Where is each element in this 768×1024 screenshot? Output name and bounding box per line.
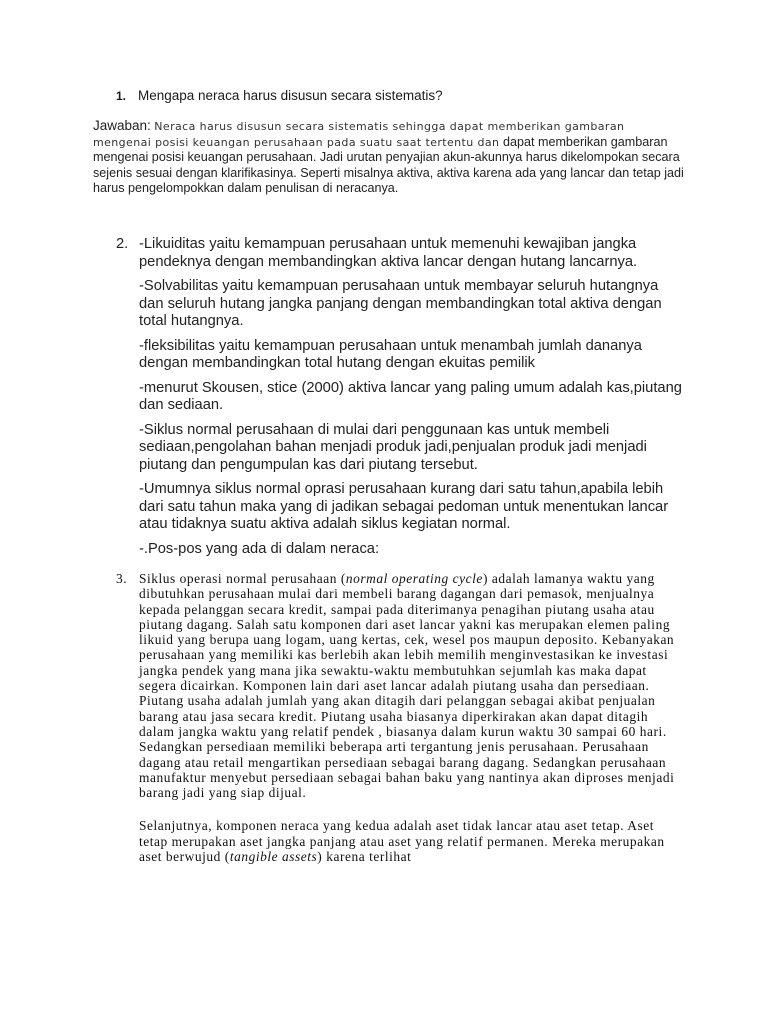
question-1 bbox=[116, 88, 443, 103]
question-3 bbox=[116, 571, 682, 864]
q3-p2-text-a: Selanjutnya, komponen neraca yang kedua adalah aset tidak lancar atau aset tetap. Aset tetap merupakan aset jangka panjang atau aset yang relatif permanen. Mereka merupakan aset berwujud ( bbox=[139, 818, 665, 865]
q3-p2-text-b: ) karena terlihat bbox=[317, 849, 412, 865]
q2-paragraph: -Siklus normal perusahaan di mulai dari penggunaan kas untuk membeli sediaan,pengolahan bahan menjadi produk jadi,penjualan produk jadi menjadi piutang dan pengumpulan kas dari piutang tersebut. bbox=[139, 421, 647, 473]
q2-paragraph: -fleksibilitas yaitu kemampuan perusahaan untuk menambah jumlah dananya dengan membandingkan total hutang dengan ekuitas pemilik bbox=[139, 337, 642, 371]
question-1-number: 1. bbox=[116, 89, 127, 103]
question-1-text: Mengapa neraca harus disusun secara sistematis? bbox=[138, 88, 443, 103]
question-3-number: 3. bbox=[116, 571, 128, 586]
q3-p1-text-b: ) adalah lamanya waktu yang dibutuhkan perusahaan mulai dari membeli barang dagangan dari pemasok, menjualnya kepada pelanggan secara kredit, sampai pada diterimanya penagihan piutang usaha atau piutang dagang. Salah satu komponen dari aset lancar yakni kas merupakan elemen paling likuid yang berupa uang logam, uang kertas, cek, wesel pos maupun deposito. Kebanyakan perusahaan yang memiliki kas berlebih akan lebih memilih menginvestasikan ke investasi jangka pendek yang mana jika sewaktu-waktu membutuhkan sejumlah kas maka dapat segera dicairkan. Komponen lain dari aset lancar adalah piutang usaha dan persediaan. Piutang usaha adalah jumlah yang akan ditagih dari pelanggan sebagai akibat penjualan barang atau jasa secara kredit. Piutang usaha biasanya diperkirakan akan dapat ditagih dalam jangka waktu yang relatif pendek , biasanya dalam kurun waktu 30 sampai 60 hari. Sedangkan persediaan memiliki beberapa arti tergantung jenis perusahaan. Perusahaan dagang atau retail mengartikan persediaan sebagai barang dagang. Sedangkan perusahaan manufaktur menyebut persediaan sebagai bahan baku yang nantinya akan diproses menjadi barang jadi yang siap dijual. bbox=[139, 571, 675, 801]
q3-p1-italic: normal operating cycle bbox=[345, 571, 483, 586]
q3-paragraph-1 bbox=[139, 571, 682, 800]
q3-paragraph-2 bbox=[139, 818, 682, 864]
answer-1 bbox=[93, 118, 685, 197]
question-2-number: 2. bbox=[116, 236, 129, 252]
answer-1-part-b: dapat memberikan gambaran mengenai posisi keuangan perusahaan. Jadi urutan penyajian akun-akunnya harus dikelompokan secara sejenis sesuai dengan klarifikasinya. Seperti misalnya aktiva, aktiva karena ada yang lancar dan tetap jadi harus pengelompokkan dalam penulisan di neracanya. bbox=[93, 134, 684, 195]
q2-paragraph: -Solvabilitas yaitu kemampuan perusahaan untuk membayar seluruh hutangnya dan seluruh hutang jangka panjang dengan membandingkan total aktiva dengan total hutangnya. bbox=[139, 278, 662, 329]
q3-p1-text-a: Siklus operasi normal perusahaan ( bbox=[139, 571, 346, 586]
q2-paragraph: -Likuiditas yaitu kemampuan perusahaan untuk memenuhi kewajiban jangka pendeknya dengan membandingkan aktiva lancar dengan hutang lancarnya. bbox=[139, 236, 638, 270]
answer-1-part-a: Neraca harus disusun secara sistematis sehingga dapat memberikan gambaran mengenai posisi keuangan perusahaan pada suatu saat tertentu dan bbox=[93, 120, 625, 149]
q2-paragraph: -.Pos-pos yang ada di dalam neraca: bbox=[139, 540, 380, 557]
question-2 bbox=[116, 236, 686, 565]
q3-p2-italic: tangible assets bbox=[229, 849, 318, 865]
q2-paragraph: -menurut Skousen, stice (2000) aktiva lancar yang paling umum adalah kas,piutang dan sediaan. bbox=[139, 379, 682, 413]
answer-label: Jawaban: bbox=[93, 118, 151, 133]
q2-paragraph: -Umumnya siklus normal oprasi perusahaan kurang dari satu tahun,apabila lebih dari satu tahun maka yang di jadikan sebagai pedoman untuk menentukan lancar atau tidaknya suatu aktiva adalah siklus kegiatan normal. bbox=[139, 481, 669, 532]
